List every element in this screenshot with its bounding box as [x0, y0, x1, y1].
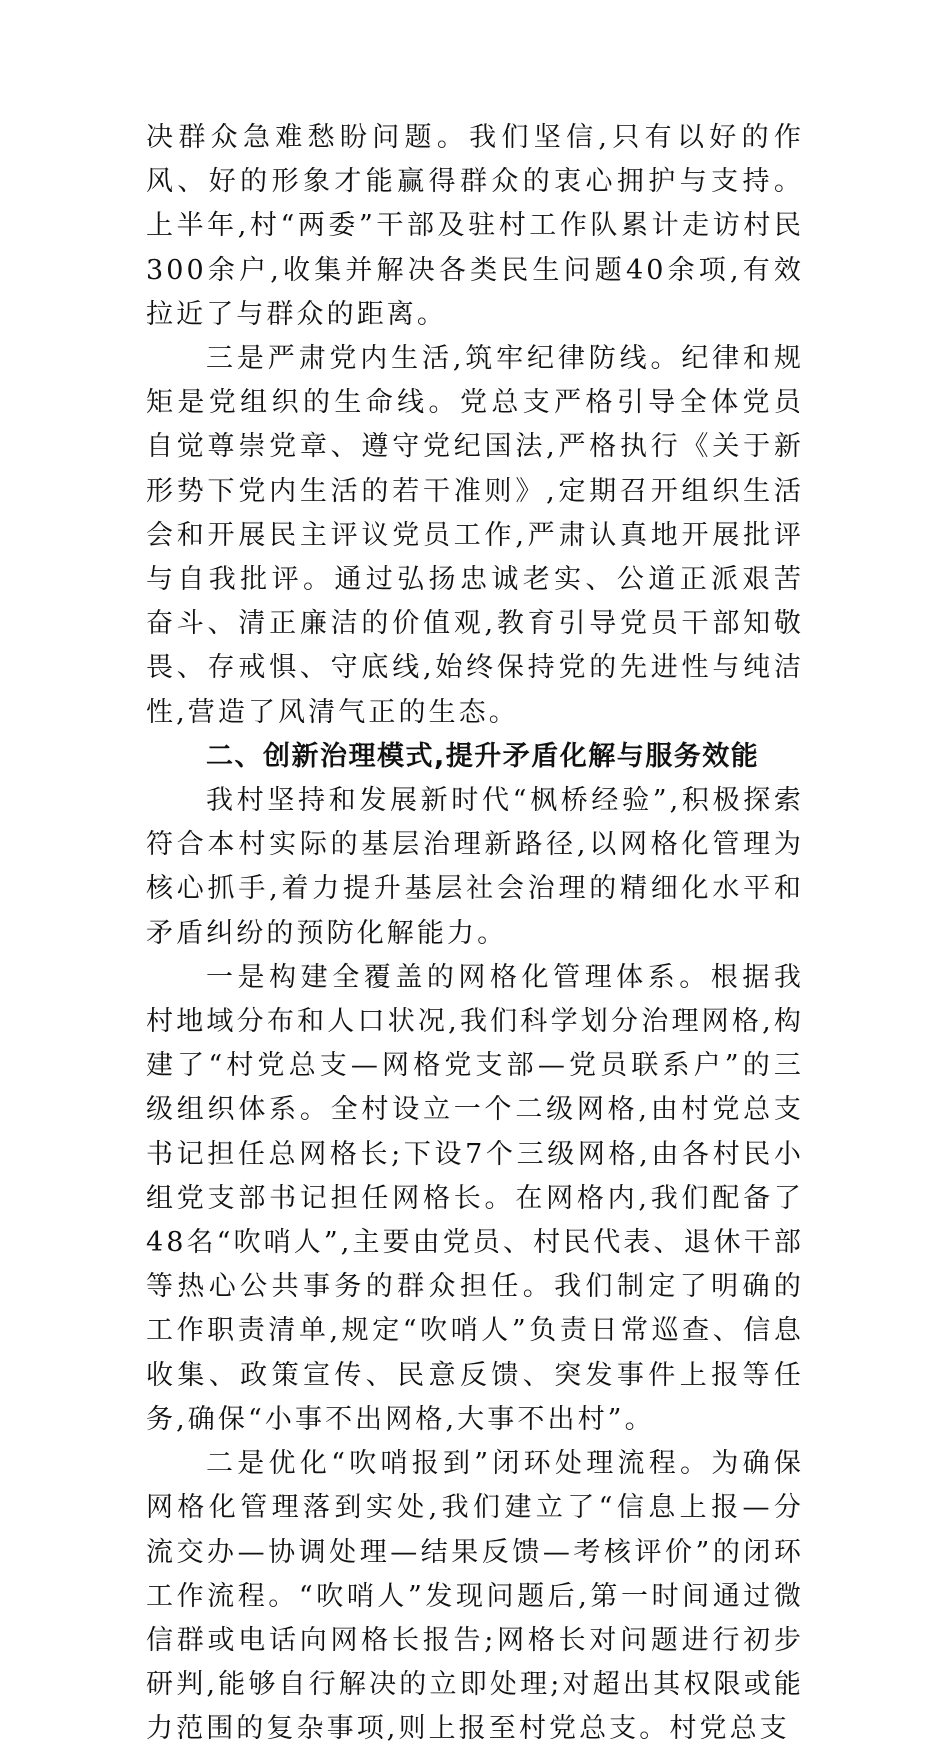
- paragraph-discipline: 三是严肃党内生活,筑牢纪律防线。纪律和规矩是党组织的生命线。党总支严格引导全体党员自觉尊崇党章、遵守党纪国法,严格执行《关于新形势下党内生活的若干准则》,定期召开组织生活会和开展民主评议党员工作,严肃认真地开展批评与自我批评。通过弘扬忠诚老实、公道正派艰苦奋斗、清正廉洁的价值观,教育引导党员干部知敬畏、存戒惧、守底线,始终保持党的先进性与纯洁性,营造了风清气正的生态。: [146, 343, 804, 728]
- section-heading: 二、创新治理模式,提升矛盾化解与服务效能: [206, 740, 760, 772]
- paragraph-continuation: 决群众急难愁盼问题。我们坚信,只有以好的作风、好的形象才能赢得群众的衷心拥护与支持。上半年,村“两委”干部及驻村工作队累计走访村民300余户,收集并解决各类民生问题40余项,有效拉近了与群众的距离。: [146, 122, 804, 330]
- paragraph-intro: 我村坚持和发展新时代“枫桥经验”,积极探索符合本村实际的基层治理新路径,以网格化管理为核心抓手,着力提升基层社会治理的精细化水平和矛盾纠纷的预防化解能力。: [146, 785, 804, 949]
- paragraph-whistle-process: 二是优化“吹哨报到”闭环处理流程。为确保网格化管理落到实处,我们建立了“信息上报—分流交办—协调处理—结果反馈—考核评价”的闭环工作流程。“吹哨人”发现问题后,第一时间通过微信群或电话向网格长报告;网格长对问题进行初步研判,能够自行解决的立即处理;对超出其权限或能力范围的复杂事项,则上报至村党总支。村党总支: [146, 1448, 804, 1745]
- document-body: [146, 116, 804, 1752]
- paragraph-grid-system: 一是构建全覆盖的网格化管理体系。根据我村地域分布和人口状况,我们科学划分治理网格,构建了“村党总支—网格党支部—党员联系户”的三级组织体系。全村设立一个二级网格,由村党总支书记担任总网格长;下设7个三级网格,由各村民小组党支部书记担任网格长。在网格内,我们配备了48名“吹哨人”,主要由党员、村民代表、退休干部等热心公共事务的群众担任。我们制定了明确的工作职责清单,规定“吹哨人”负责日常巡查、信息收集、政策宣传、民意反馈、突发事件上报等任务,确保“小事不出网格,大事不出村”。: [146, 961, 804, 1435]
